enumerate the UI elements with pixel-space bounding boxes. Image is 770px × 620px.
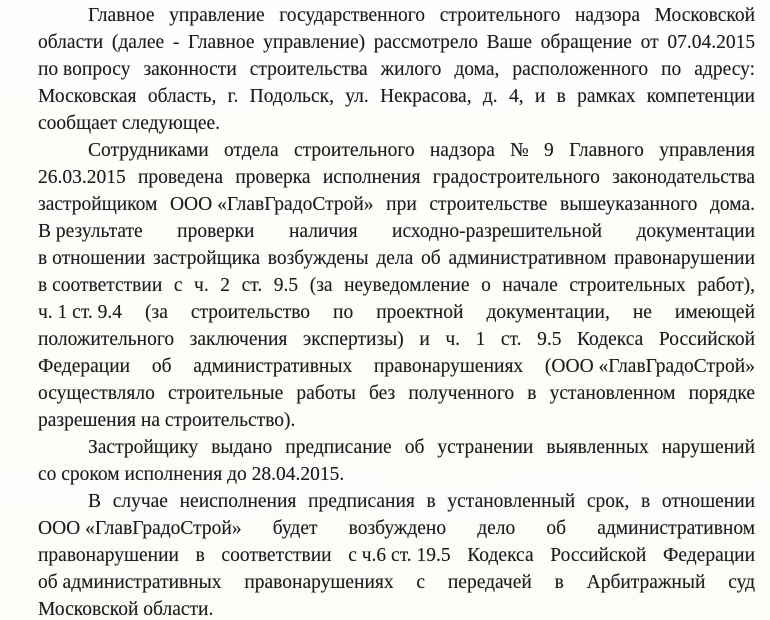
text-line xyxy=(38,488,755,515)
text-chunk: Кодекса xyxy=(577,329,644,350)
text-chunk: правонарушениях xyxy=(244,572,394,593)
text-chunk: застройщиком xyxy=(38,194,158,215)
text-chunk: в соответствии xyxy=(38,275,163,296)
text-line xyxy=(38,56,755,83)
text-chunk: об xyxy=(404,437,425,458)
text-chunk: предписание xyxy=(285,437,392,458)
text-chunk: адресу: xyxy=(694,59,756,80)
text-chunk: суд xyxy=(728,572,756,593)
text-chunk: об xyxy=(151,356,172,377)
text-chunk: установленный xyxy=(447,491,576,512)
text-chunk: документации xyxy=(636,221,756,242)
text-chunk: в отношении xyxy=(38,248,146,269)
text-chunk: с xyxy=(173,275,183,296)
text-chunk: экспертизы) xyxy=(302,329,404,350)
text-chunk: (ООО «ГлавГрадоСтрой» xyxy=(544,356,755,377)
text-chunk: срок, xyxy=(586,491,630,512)
text-chunk: жилого xyxy=(380,59,442,80)
text-chunk: Главное xyxy=(88,5,155,26)
text-chunk: следующее. xyxy=(121,113,221,134)
text-chunk: строительного xyxy=(439,5,561,26)
text-chunk: по xyxy=(333,302,354,323)
text-chunk: строительство). xyxy=(164,410,296,431)
text-chunk: Московской xyxy=(38,599,139,620)
text-chunk: проектной xyxy=(376,302,464,323)
text-chunk: область, xyxy=(147,86,217,107)
text-chunk: ул. xyxy=(345,86,369,107)
text-chunk: (за xyxy=(145,302,168,323)
text-chunk: строительного xyxy=(293,140,415,161)
text-chunk: о xyxy=(481,275,491,296)
text-line xyxy=(38,434,755,461)
text-chunk: ООО «ГлавГрадоСтрой» xyxy=(38,518,242,539)
text-chunk: 28.04.2015. xyxy=(251,464,345,485)
text-chunk: и xyxy=(419,329,430,350)
text-chunk: Федерации xyxy=(38,356,131,377)
text-line xyxy=(38,299,755,326)
text-chunk: правонарушении xyxy=(38,545,179,566)
text-chunk: возбуждены xyxy=(267,248,369,269)
text-chunk: рассмотрело xyxy=(373,32,478,53)
text-chunk: работ), xyxy=(697,275,756,296)
text-chunk: проверки xyxy=(177,221,255,242)
text-chunk: области. xyxy=(143,599,214,620)
text-chunk: административном xyxy=(448,248,607,269)
text-chunk: сообщает xyxy=(38,113,117,134)
text-chunk: (за xyxy=(309,275,333,296)
text-chunk: г. xyxy=(227,86,239,107)
text-chunk: осуществляло xyxy=(38,383,155,404)
text-chunk: неисполнения xyxy=(179,491,297,512)
text-chunk: 26.03.2015 xyxy=(38,167,126,188)
text-line xyxy=(38,2,755,29)
text-chunk: законности xyxy=(143,59,237,80)
document-body xyxy=(38,2,755,620)
text-chunk: правонарушениях xyxy=(373,356,524,377)
text-chunk: государственного xyxy=(279,5,426,26)
text-chunk: от xyxy=(640,32,659,53)
text-chunk: Подольск, xyxy=(249,86,334,107)
paragraph xyxy=(38,137,755,434)
text-line xyxy=(38,164,755,191)
text-chunk: строительство xyxy=(190,302,311,323)
text-chunk: административном xyxy=(597,518,756,539)
text-chunk: Арбитражный xyxy=(586,572,706,593)
text-chunk: без xyxy=(368,383,396,404)
text-chunk: и xyxy=(534,86,546,107)
text-line xyxy=(38,515,755,542)
text-chunk: области xyxy=(38,32,104,53)
text-line xyxy=(38,272,755,299)
text-chunk: со xyxy=(38,464,57,485)
text-chunk: разрешения xyxy=(38,410,137,431)
text-chunk: (далее xyxy=(111,32,165,53)
text-chunk: рамках xyxy=(577,86,636,107)
text-chunk: в xyxy=(556,86,566,107)
text-line xyxy=(38,29,755,56)
text-chunk: в xyxy=(426,491,436,512)
text-chunk: Московская xyxy=(38,86,137,107)
text-chunk: 2 xyxy=(220,275,231,296)
text-chunk: расположенного xyxy=(512,59,649,80)
text-chunk: 1 xyxy=(475,329,486,350)
text-chunk: заключения xyxy=(189,329,288,350)
text-chunk: Главное xyxy=(188,32,255,53)
text-chunk: по xyxy=(661,59,682,80)
text-chunk: застройщика xyxy=(153,248,261,269)
text-chunk: управления xyxy=(659,140,755,161)
paragraph xyxy=(38,434,755,488)
text-line xyxy=(38,245,755,272)
text-chunk: документации, xyxy=(486,302,610,323)
text-chunk: полученного xyxy=(408,383,515,404)
text-line xyxy=(38,191,755,218)
text-chunk: нарушений xyxy=(661,437,756,458)
text-chunk: - xyxy=(172,32,180,53)
text-chunk: в xyxy=(195,545,205,566)
text-chunk: при xyxy=(386,194,417,215)
text-chunk: компетенции xyxy=(646,86,755,107)
text-chunk: строительства xyxy=(249,59,368,80)
text-chunk: градостроительного xyxy=(432,167,600,188)
text-chunk: Федерации xyxy=(662,545,756,566)
text-chunk: обращение xyxy=(540,32,632,53)
text-chunk: положительного xyxy=(38,329,175,350)
text-chunk: Сотрудниками xyxy=(88,140,209,161)
text-chunk: вышеуказанного xyxy=(560,194,698,215)
text-chunk: В результате xyxy=(38,221,143,242)
paragraph xyxy=(38,488,755,620)
text-chunk: исполнения xyxy=(124,464,223,485)
text-line xyxy=(38,380,755,407)
text-chunk: на xyxy=(140,410,160,431)
text-chunk: порядке xyxy=(688,383,756,404)
text-chunk: ст. xyxy=(500,329,522,350)
paragraph xyxy=(38,2,755,137)
text-chunk: соответствии xyxy=(221,545,332,566)
text-chunk: Кодекса xyxy=(467,545,534,566)
text-chunk: передачей xyxy=(447,572,532,593)
text-chunk: дела xyxy=(376,248,414,269)
text-chunk: выдано xyxy=(211,437,273,458)
text-chunk: управление) xyxy=(263,32,366,53)
text-chunk: дома, xyxy=(454,59,500,80)
text-line xyxy=(38,83,755,110)
text-chunk: Российской xyxy=(658,329,756,350)
text-chunk: случае xyxy=(112,491,168,512)
text-chunk: предписания xyxy=(308,491,415,512)
text-chunk: в xyxy=(527,383,537,404)
text-chunk: начале xyxy=(502,275,558,296)
text-line xyxy=(38,461,755,488)
text-chunk: Некрасова, xyxy=(380,86,472,107)
text-line xyxy=(38,407,755,434)
text-chunk: Московской xyxy=(654,5,756,26)
text-chunk: с xyxy=(416,572,426,593)
text-chunk: исполнения xyxy=(322,167,421,188)
text-chunk: д. xyxy=(482,86,498,107)
text-chunk: ч. xyxy=(194,275,209,296)
text-chunk: проведена xyxy=(137,167,224,188)
text-chunk: строительных xyxy=(569,275,686,296)
text-chunk: устранении xyxy=(437,437,534,458)
text-chunk: об административных xyxy=(38,572,222,593)
text-chunk: 9 xyxy=(544,140,554,161)
text-line xyxy=(38,353,755,380)
text-line xyxy=(38,569,755,596)
text-chunk: установленном xyxy=(549,383,676,404)
text-chunk: сроком xyxy=(61,464,120,485)
text-chunk: строительстве xyxy=(429,194,548,215)
text-line xyxy=(38,218,755,245)
text-chunk: 9.5 xyxy=(537,329,562,350)
text-line xyxy=(38,326,755,353)
text-chunk: в xyxy=(641,491,651,512)
text-chunk: В xyxy=(88,491,102,512)
text-chunk: по вопросу xyxy=(38,59,131,80)
text-chunk: работы xyxy=(296,383,356,404)
text-chunk: исходно-разрешительной xyxy=(392,221,603,242)
text-chunk: имеющей xyxy=(674,302,756,323)
text-chunk: об xyxy=(546,518,567,539)
text-line xyxy=(38,110,755,137)
text-chunk: не xyxy=(632,302,652,323)
text-chunk: проверка xyxy=(235,167,311,188)
text-chunk: ч. xyxy=(445,329,461,350)
text-chunk: 4, xyxy=(508,86,524,107)
text-chunk: отдела xyxy=(223,140,279,161)
text-chunk: административных xyxy=(193,356,353,377)
text-chunk: Застройщику xyxy=(88,437,199,458)
text-chunk: правонарушении xyxy=(614,248,756,269)
text-chunk: до xyxy=(227,464,247,485)
text-chunk: будет xyxy=(272,518,318,539)
text-chunk: управление xyxy=(169,5,265,26)
text-chunk: 07.04.2015 xyxy=(667,32,756,53)
text-chunk: дома. xyxy=(709,194,756,215)
text-chunk: возбуждено xyxy=(348,518,447,539)
text-chunk: неуведомление xyxy=(344,275,470,296)
text-line xyxy=(38,137,755,164)
text-chunk: наличия xyxy=(288,221,358,242)
text-chunk: строительные xyxy=(167,383,284,404)
text-chunk: дело xyxy=(477,518,516,539)
text-chunk: надзора xyxy=(574,5,640,26)
text-chunk: ч. 1 ст. 9.4 xyxy=(38,302,123,323)
text-line xyxy=(38,542,755,569)
text-chunk: отношении xyxy=(661,491,756,512)
text-chunk: ст. xyxy=(241,275,263,296)
text-chunk: ООО «ГлавГрадоСтрой» xyxy=(169,194,374,215)
text-chunk: Главного xyxy=(569,140,644,161)
text-chunk: законодательства xyxy=(612,167,756,188)
text-chunk: с ч.6 ст. 19.5 xyxy=(348,545,451,566)
text-chunk: об xyxy=(421,248,441,269)
text-chunk: Российской xyxy=(550,545,647,566)
text-chunk: 9.5 xyxy=(273,275,299,296)
text-line xyxy=(38,596,755,620)
text-chunk: Ваше xyxy=(486,32,532,53)
text-chunk: № xyxy=(510,140,529,161)
text-chunk: надзора xyxy=(429,140,495,161)
text-chunk: выявленных xyxy=(546,437,649,458)
text-chunk: в xyxy=(554,572,564,593)
